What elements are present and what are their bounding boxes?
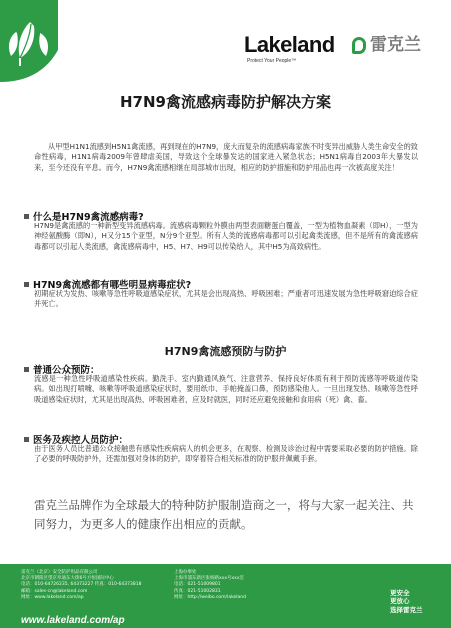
footer-line: 雷克兰（北京）安全防护用品有限公司 [21,570,98,575]
section-heading-what-is: 什么是H7N9禽流感病毒? [24,209,144,223]
footer-line: 邮箱：sales-cn@lakeland.com [21,588,88,594]
footer-line: 传真：021-51002831 [174,588,221,594]
section-heading-public: 普通公众预防： [24,362,100,376]
footer-line: 上海办事处 [174,570,197,575]
footer-website-link[interactable]: www.lakeland.com/ap [21,615,125,626]
brand-name-cn: 雷克兰 [370,35,421,55]
footer-line: 电话：010-64726235, 64373227 传真：010-64373818 [21,582,142,588]
section-body-symptoms: 初期症状为发热、咳嗽等急性呼吸道感染症状，尤其是会出现高热、呼吸困难；严重者可迅速发展为急性呼吸窘迫综合症并死亡。 [34,289,418,309]
bullet-square-icon [24,437,29,442]
slogan-line: 更安全 [390,589,410,597]
section-body-what-is: H7N9是禽流感的一种新型变异流感病毒。流感病毒颗粒外膜由两型表面糖蛋白覆盖，一型为植物血凝素（即H），一型为神经氨酸酶（即N），H又分15个亚型，N分9个亚型。所有人类的流感病毒都可以引起禽类流感，但不是所有的禽流感病毒都可以引起人类流感，禽流感病毒中，H5、H7、H9可以传染给人，其中H5为高致病性。 [34,221,418,251]
footer-band [0,564,451,628]
footer-line: 上海市浦东新区张杨路xxx号xxx室 [174,576,244,582]
slogan-line: 选择雷克兰 [390,605,423,614]
brand-logo [244,34,434,64]
bullet-square-icon [24,367,29,372]
section-body-medical: 由于医务人员比普通公众接触患有感染性疾病病人的机会更多，在观察、检测及诊治过程中需要采取必要的防护措施。除了必要的呼吸防护外，还需加强对身体的防护，即穿着符合相关标准的防护服并佩戴手套。 [34,444,418,464]
brand-name: Lakeland [244,32,335,57]
section-heading-symptoms: H7N9禽流感都有哪些明显病毒症状? [24,277,191,291]
bullet-square-icon [24,282,29,287]
page-title: H7N9禽流感病毒防护解决方案 [120,93,331,111]
brand-mark-icon [352,37,366,54]
footer-line: 电话：021-51009801 [174,582,221,588]
footer-line: 网址：www.lakeland.com/ap [21,594,84,600]
footer-slogan [390,589,423,614]
leaf-logo-icon [0,0,58,82]
bullet-square-icon [24,214,29,219]
footer-contact-shanghai [174,570,246,601]
slogan-line: 更放心 [390,597,410,606]
section-body-public: 流感是一种急性呼吸道感染性疾病。勤洗手、室内勤通风换气、注意营养、保持良好体质有利于预防流感等呼吸道传染病。如出现打喷嚏、咳嗽等呼吸道感染症状时，要用纸巾、手帕掩盖口鼻，预防感染他人。一旦出现发热、咳嗽等急性呼吸道感染症状时，尤其是出现高热、呼吸困难者，应及时就医，同时还应避免接触和食用病（死）禽、畜。 [34,374,418,404]
intro-paragraph: 从甲型H1N1流感到H5N1禽流感，再到现在的H7N9，庞大而复杂的流感病毒家族不时变异出威胁人类生命安全的致命性病毒，H1N1病毒2009年曾肆虐美国，导致这个全球暴发达的国家进入紧急状态；H5N1病毒自2003年大暴发以来，至今还没有平息。而今，H7N9禽流感相继在局部城市出现，相应的防护措施和防护用品也再一次被高度关注！ [34,142,418,172]
closing-statement: 雷克兰品牌作为全球最大的特种防护服制造商之一，将与大家一起关注、共同努力，为更多人的健康作出相应的贡献。 [34,498,414,531]
footer-line: 北京市朝阳区望京阜通东大街6号方恒国际中心 [21,576,114,582]
brand-tagline: Protect Your People™ [247,58,297,64]
footer-line: 网址：http://weibo.com/lakeland [174,594,247,600]
section-title-prevention: H7N9禽流感预防与防护 [164,345,287,358]
footer-contact-beijing [21,570,141,601]
section-heading-medical: 医务及疾控人员防护： [24,432,128,446]
